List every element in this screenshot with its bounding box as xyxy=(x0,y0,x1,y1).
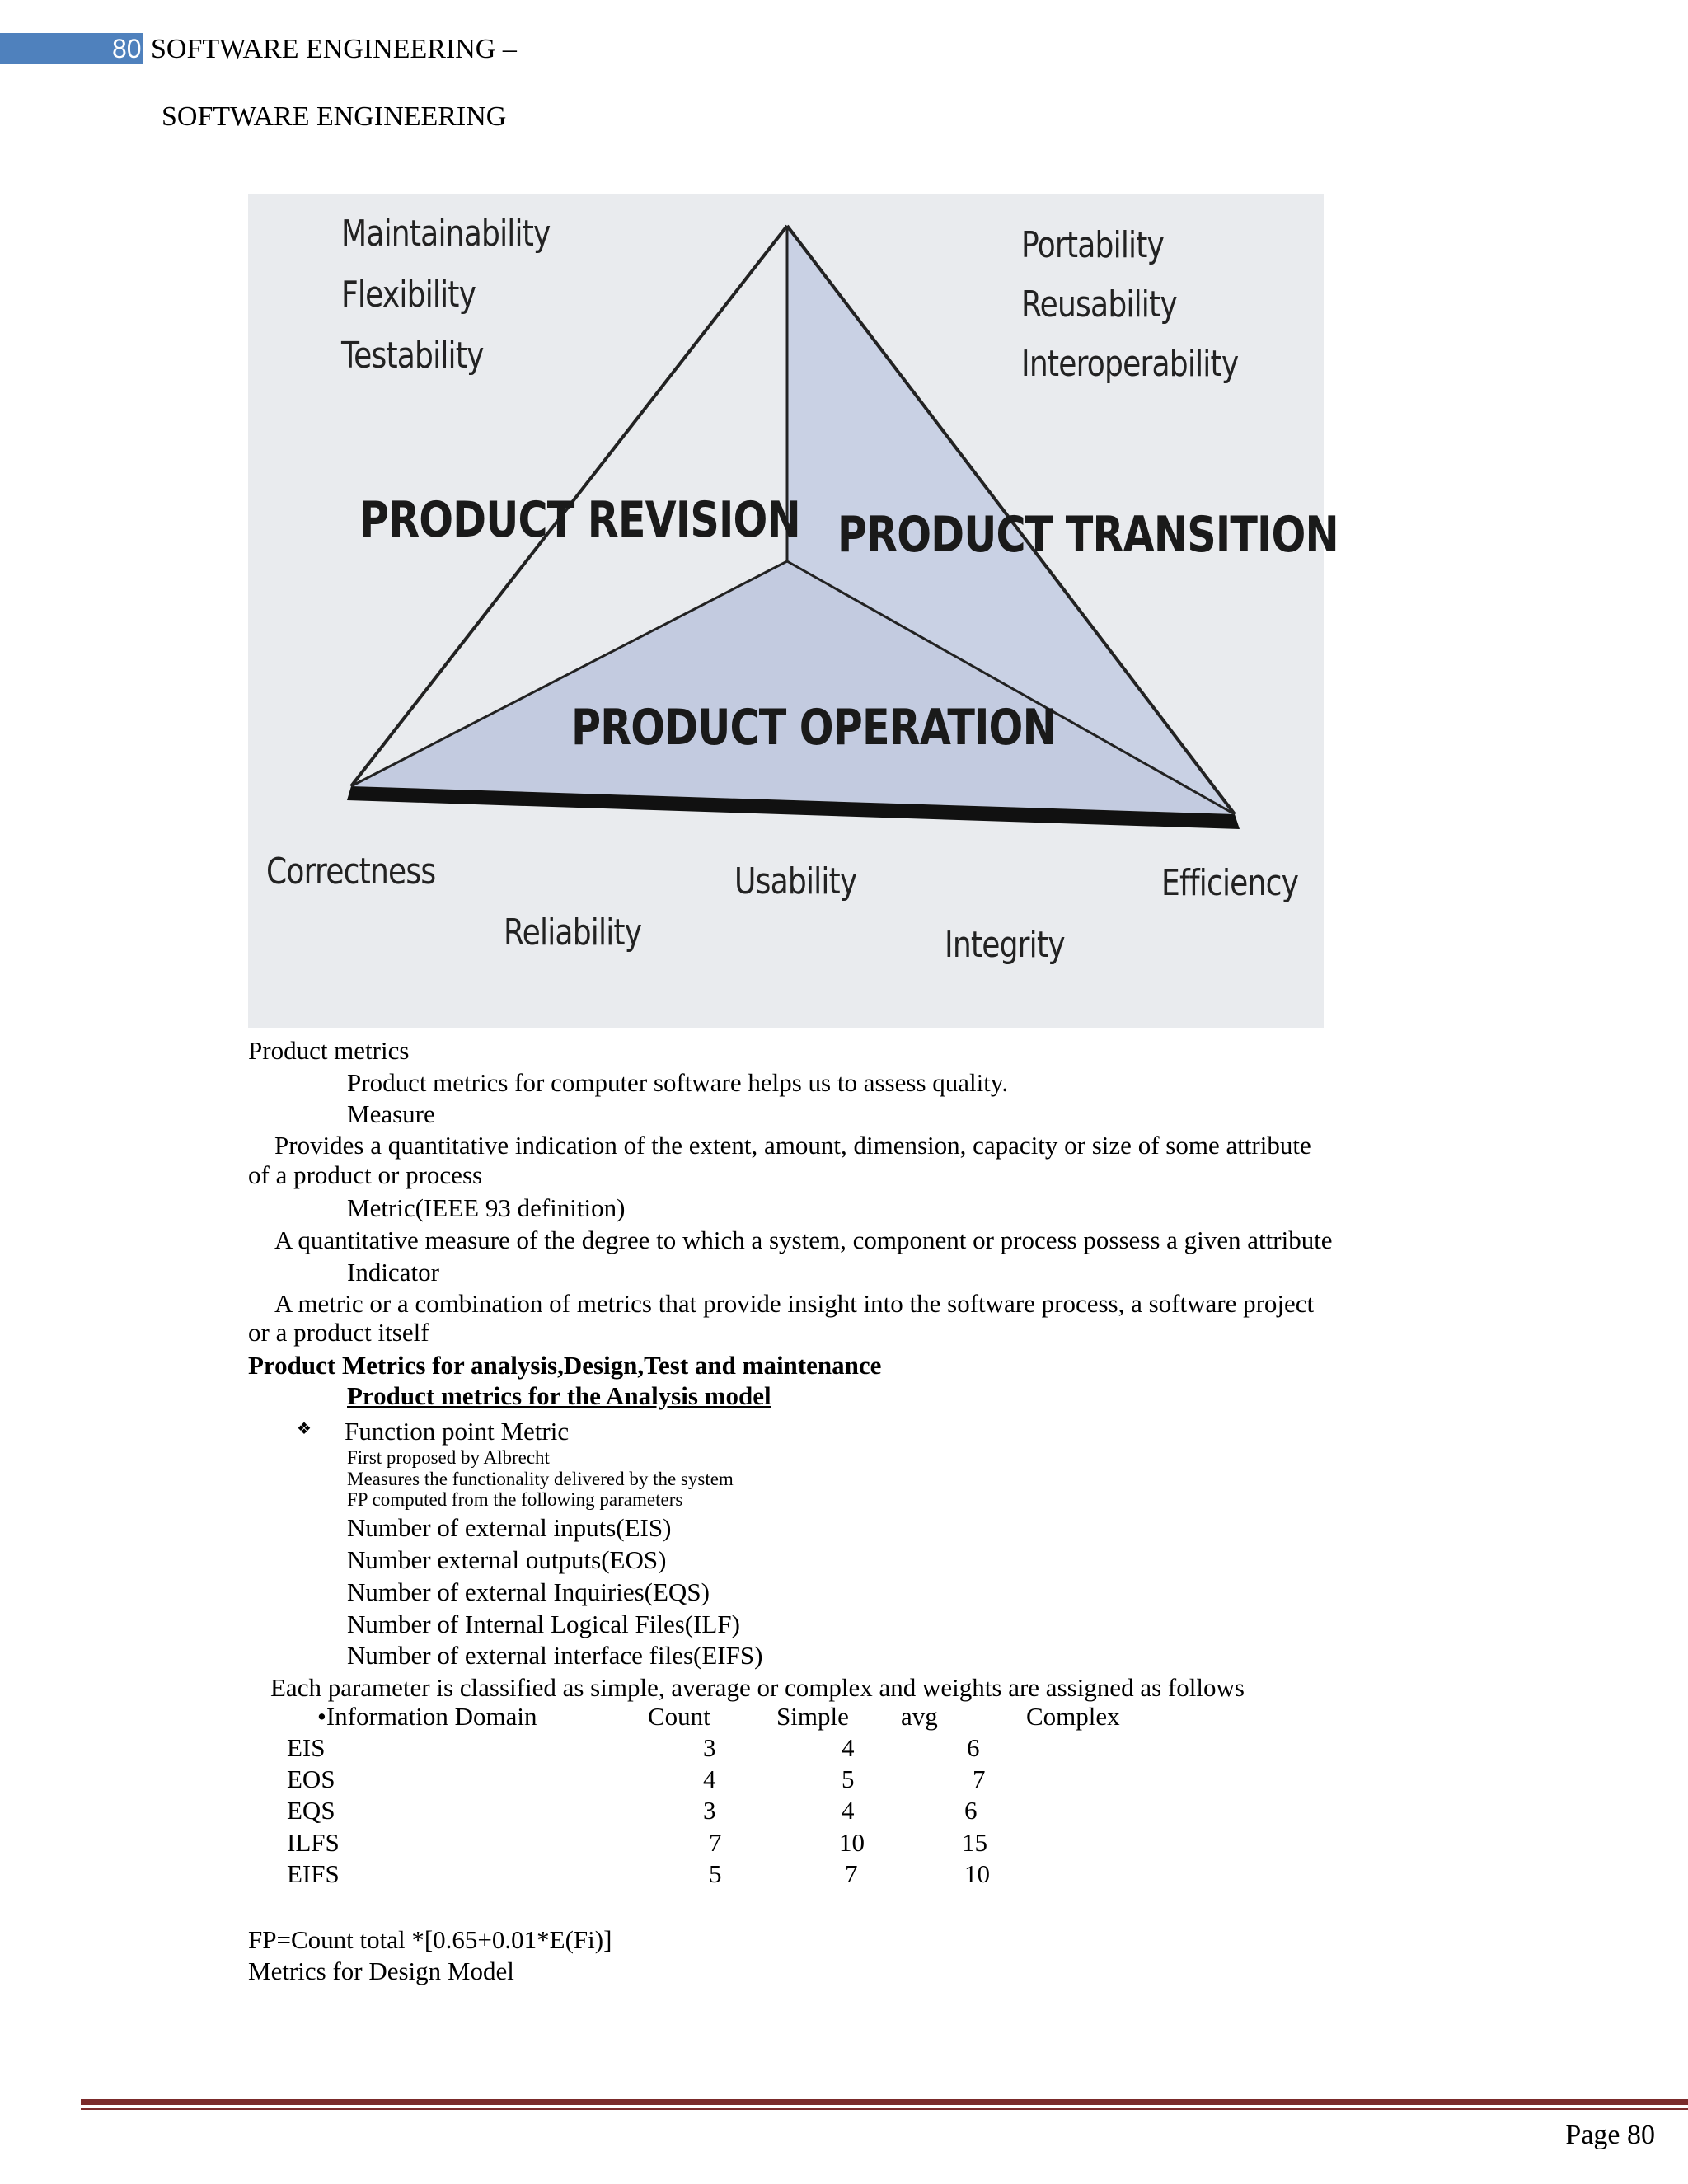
table-cell-domain: EQS xyxy=(287,1796,335,1825)
table-header-avg: avg xyxy=(901,1702,938,1731)
heading-design-metrics: Metrics for Design Model xyxy=(248,1957,514,1985)
text-line: or a product itself xyxy=(248,1318,429,1347)
label-interoperability: Interoperability xyxy=(1021,343,1239,385)
formula-fp: FP=Count total *[0.65+0.01*E(Fi)] xyxy=(248,1925,612,1954)
param-eos: Number external outputs(EOS) xyxy=(347,1545,667,1574)
term-indicator: Indicator xyxy=(347,1258,439,1286)
table-cell-simple: 7 xyxy=(845,1859,858,1888)
table-cell-avg: 10 xyxy=(964,1859,990,1888)
table-cell-count: 3 xyxy=(703,1733,716,1762)
table-cell-count: 3 xyxy=(703,1796,716,1825)
table-cell-avg: 6 xyxy=(967,1733,980,1762)
param-eis: Number of external inputs(EIS) xyxy=(347,1513,672,1542)
term-measure: Measure xyxy=(347,1099,435,1128)
text-function-point-metric: Function point Metric xyxy=(345,1417,570,1446)
text-line: Each parameter is classified as simple, average or complex and weights are assigned as follows xyxy=(270,1673,1245,1702)
header-subtitle: SOFTWARE ENGINEERING xyxy=(162,101,507,132)
subsection-heading: Product metrics for the Analysis model xyxy=(347,1381,771,1410)
param-ilf: Number of Internal Logical Files(ILF) xyxy=(347,1610,740,1638)
table-cell-domain: ILFS xyxy=(287,1828,340,1857)
label-product-revision: PRODUCT REVISION xyxy=(359,491,800,549)
footer-page-label: Page 80 xyxy=(1565,2120,1655,2150)
param-eqs: Number of external Inquiries(EQS) xyxy=(347,1577,710,1606)
label-flexibility: Flexibility xyxy=(341,274,476,316)
label-usability: Usability xyxy=(734,860,857,902)
table-cell-simple: 4 xyxy=(842,1796,855,1825)
text-line: A metric or a combination of metrics that provide insight into the software process, a software project xyxy=(274,1289,1315,1318)
footer-rule-thin xyxy=(81,2108,1688,2110)
label-reliability: Reliability xyxy=(504,912,642,954)
param-eifs: Number of external interface files(EIFS) xyxy=(347,1641,763,1670)
table-cell-domain: EIS xyxy=(287,1733,326,1762)
label-correctness: Correctness xyxy=(266,851,436,893)
label-maintainability: Maintainability xyxy=(341,213,551,255)
section-heading: Product Metrics for analysis,Design,Test and maintenance xyxy=(248,1351,882,1380)
footer-rule-thick xyxy=(81,2099,1688,2105)
table-cell-simple: 5 xyxy=(842,1765,855,1793)
text-line: of a product or process xyxy=(248,1160,483,1189)
table-cell-domain: EOS xyxy=(287,1765,335,1793)
table-cell-avg: 15 xyxy=(962,1828,987,1857)
small-text-line: FP computed from the following parameters xyxy=(347,1489,683,1510)
table-cell-avg: 7 xyxy=(973,1765,986,1793)
small-text-line: First proposed by Albrecht xyxy=(347,1447,550,1468)
term-metric: Metric(IEEE 93 definition) xyxy=(347,1193,626,1222)
table-cell-avg: 6 xyxy=(964,1796,978,1825)
label-testability: Testability xyxy=(341,335,484,377)
label-product-operation: PRODUCT OPERATION xyxy=(571,699,1056,757)
table-cell-domain: EIFS xyxy=(287,1859,340,1888)
table-header-domain: •Information Domain xyxy=(317,1702,537,1731)
header-page-number: 80 xyxy=(112,34,142,63)
label-product-transition: PRODUCT TRANSITION xyxy=(837,506,1339,564)
table-header-count: Count xyxy=(648,1702,710,1731)
text-line: Product metrics for computer software helps us to assess quality. xyxy=(347,1068,1009,1097)
heading-product-metrics: Product metrics xyxy=(248,1036,410,1065)
small-text-line: Measures the functionality delivered by the system xyxy=(347,1469,734,1489)
label-portability: Portability xyxy=(1021,224,1165,266)
header-title: SOFTWARE ENGINEERING – xyxy=(151,34,517,64)
table-cell-simple: 10 xyxy=(839,1828,865,1857)
table-cell-count: 7 xyxy=(709,1828,722,1857)
table-cell-count: 5 xyxy=(709,1859,722,1888)
table-cell-simple: 4 xyxy=(842,1733,855,1762)
bullet-icon: ❖ xyxy=(297,1420,312,1438)
label-integrity: Integrity xyxy=(945,924,1065,966)
table-cell-count: 4 xyxy=(703,1765,716,1793)
quality-factors-figure xyxy=(248,194,1339,1028)
text-line: Provides a quantitative indication of the extent, amount, dimension, capacity or size of some attribute xyxy=(274,1131,1311,1160)
label-efficiency: Efficiency xyxy=(1161,862,1299,904)
table-header-simple: Simple xyxy=(776,1702,849,1731)
label-reusability: Reusability xyxy=(1021,284,1177,326)
table-header-complex: Complex xyxy=(1026,1702,1120,1731)
text-line: A quantitative measure of the degree to which a system, component or process possess a given attribute xyxy=(274,1226,1333,1254)
